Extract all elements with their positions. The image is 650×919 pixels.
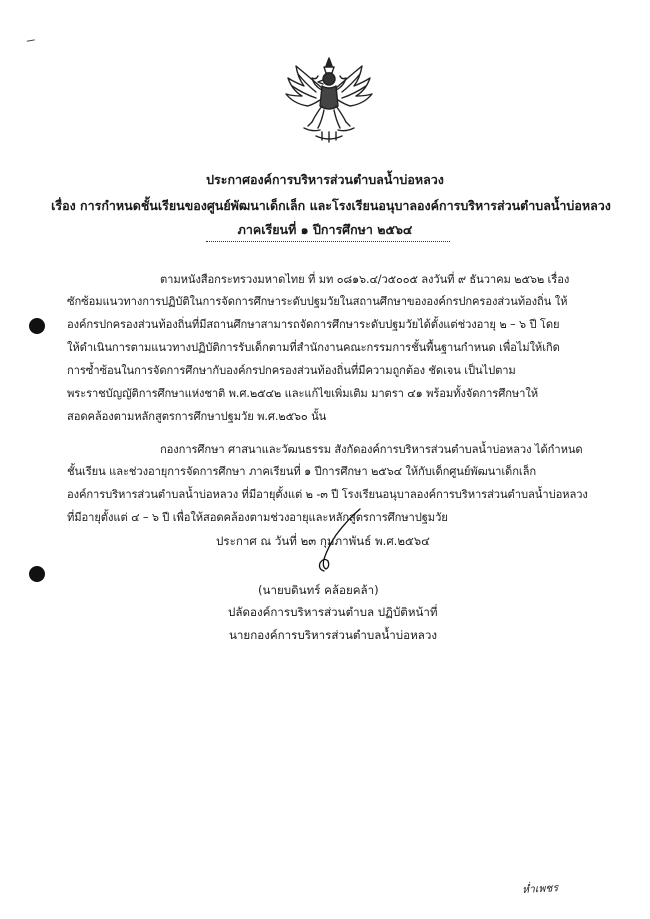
announcement-term: ภาคเรียนที่ ๑ ปีการศึกษา ๒๕๖๔ — [237, 222, 413, 237]
paragraph-2-line: องค์การบริหารส่วนตำบลน้ำบ่อหลวง ที่มีอายุตั้งแต่ ๒ -๓ ปี โรงเรียนอนุบาลองค์การบริหารส่วนตำบลน้ำบ่อหลวง — [67, 488, 588, 501]
paragraph-1-line: ให้ดำเนินการตามแนวทางปฏิบัติการรับเด็กตามที่สำนักงานคณะกรรมการชั้นพื้นฐานกำหนด เพื่อไม่ให้เกิด — [67, 341, 560, 354]
punch-hole — [29, 566, 45, 582]
paragraph-2-line: กองการศึกษา ศาสนาและวัฒนธรรม สังกัดองค์การบริหารส่วนตำบลน้ำบ่อหลวง ได้กำหนด — [160, 443, 583, 456]
stray-mark — [27, 39, 36, 44]
announcement-title: ประกาศองค์การบริหารส่วนตำบลน้ำบ่อหลวง — [206, 172, 444, 187]
paragraph-1-line: ตามหนังสือกระทรวงมหาดไทย ที่ มท ๐๘๑๖.๔/ว๕๐๐๕ ลงวันที่ ๙ ธันวาคม ๒๕๖๒ เรื่อง — [160, 273, 570, 286]
paragraph-1-line: พระราชบัญญัติการศึกษาแห่งชาติ พ.ศ.๒๕๔๒ และแก้ไขเพิ่มเติม มาตรา ๔๑ พร้อมทั้งจัดการศึกษาให้ — [67, 387, 538, 400]
announcement-subject: เรื่อง การกำหนดชั้นเรียนของศูนย์พัฒนาเด็กเล็ก และโรงเรียนอนุบาลองค์การบริหารส่วนตำบลน้ำบ่อหลวง — [51, 198, 611, 213]
punch-hole — [29, 318, 45, 334]
paragraph-1-line: องค์กรปกครองส่วนท้องถิ่นที่มีสถานศึกษาสามารถจัดการศึกษาระดับปฐมวัยได้ตั้งแต่ช่วงอายุ ๒ – ๖ ปี โดย — [67, 318, 560, 331]
paragraph-1-line: สอดคล้องตามหลักสูตรการศึกษาปฐมวัย พ.ศ.๒๕๖๐ นั้น — [67, 410, 327, 423]
paragraph-1-line: การซ้ำซ้อนในการจัดการศึกษากับองค์กรปกครองส่วนท้องถิ่นที่มีความถูกต้อง ชัดเจน เป็นไปตาม — [67, 364, 516, 377]
paragraph-2-line: ชั้นเรียน และช่วงอายุการจัดการศึกษา ภาคเรียนที่ ๑ ปีการศึกษา ๒๕๖๔ ให้กับเด็กศูนย์พัฒนาเด็กเล็ก — [67, 465, 537, 478]
signatory-position-1: ปลัดองค์การบริหารส่วนตำบล ปฏิบัติหน้าที่ — [228, 605, 438, 619]
announce-date: ประกาศ ณ วันที่ ๒๓ กุมภาพันธ์ พ.ศ.๒๕๖๔ — [216, 534, 430, 548]
garuda-emblem — [282, 56, 376, 146]
signatory-name: (นายบดินทร์ คล้อยคล้า) — [258, 583, 379, 597]
paragraph-1-line: ซักซ้อมแนวทางการปฏิบัติในการจัดการศึกษาระดับปฐมวัยในสถานศึกษาขององค์กรปกครองส่วนท้องถิ่น ให้ — [67, 295, 568, 308]
signatory-position-2: นายกองค์การบริหารส่วนตำบลน้ำบ่อหลวง — [229, 628, 438, 642]
handwritten-note: ห่ำเพชร — [521, 882, 559, 896]
paragraph-2-line: ที่มีอายุตั้งแต่ ๔ – ๖ ปี เพื่อให้สอดคล้องตามช่วงอายุและหลักสูตรการศึกษาปฐมวัย — [67, 511, 448, 524]
handwritten-signature — [300, 505, 380, 585]
title-divider — [206, 241, 450, 242]
